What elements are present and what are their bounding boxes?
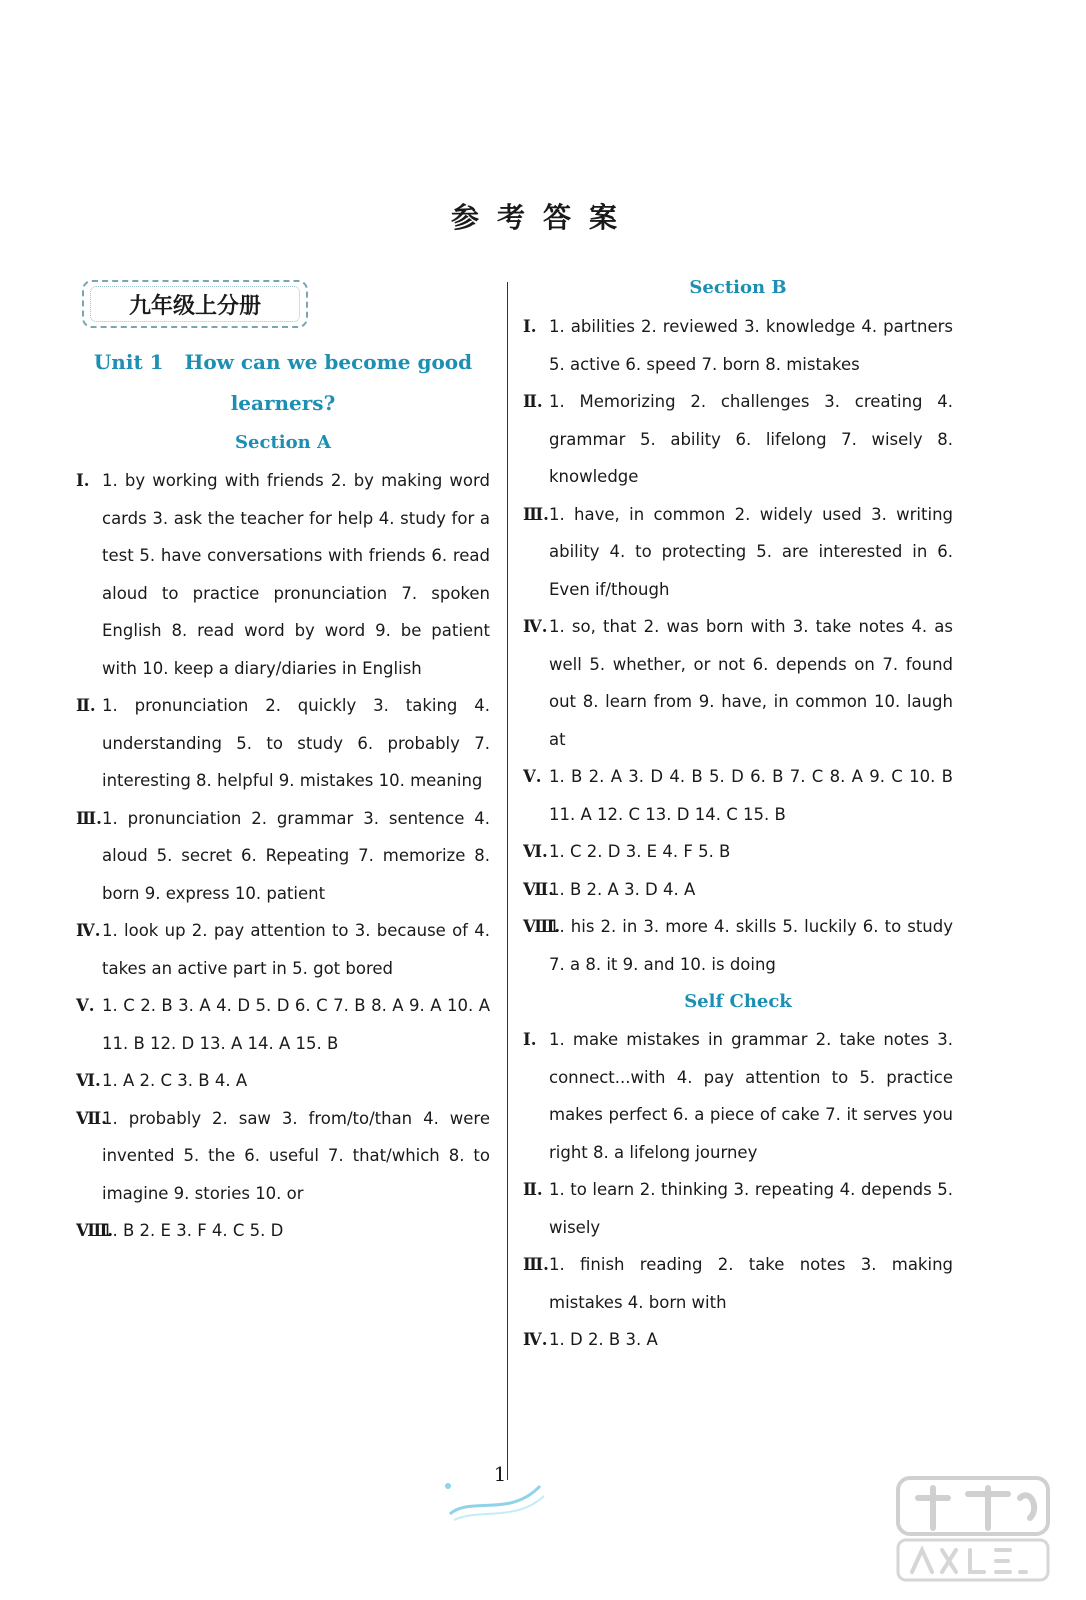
group-number: Ⅴ. <box>523 767 542 786</box>
group-number: Ⅰ. <box>523 1030 537 1049</box>
group-number: Ⅱ. <box>76 696 96 715</box>
answer-group-b-2 <box>523 383 953 496</box>
group-number: Ⅱ. <box>523 1180 543 1199</box>
column-divider <box>507 282 508 1480</box>
group-answers: 1. pronunciation 2. quickly 3. taking 4. understanding 5. to study 6. probably 7. interesting 8. helpful 9. mistakes 10. meaning <box>102 696 490 790</box>
group-number: Ⅳ. <box>523 1330 548 1349</box>
group-answers: 1. to learn 2. thinking 3. repeating 4. depends 5. wisely <box>549 1180 953 1237</box>
group-answers: 1. make mistakes in grammar 2. take notes 3. connect...with 4. pay attention to 5. practice makes perfect 6. a piece of cake 7. it serves you right 8. a lifelong journey <box>549 1030 953 1162</box>
group-answers: 1. C 2. B 3. A 4. D 5. D 6. C 7. B 8. A 9. A 10. A 11. B 12. D 13. A 14. A 15. B <box>102 996 490 1053</box>
answer-group-b-4 <box>523 608 953 758</box>
group-answers: 1. probably 2. saw 3. from/to/than 4. were invented 5. the 6. useful 7. that/which 8. to imagine 9. stories 10. or <box>102 1108 490 1203</box>
group-answers: 1. have, in common 2. widely used 3. writing ability 4. to protecting 5. are interested in 6. Even if/though <box>549 504 953 599</box>
group-number: Ⅱ. <box>523 392 543 411</box>
group-answers: 1. finish reading 2. take notes 3. making mistakes 4. born with <box>549 1255 953 1312</box>
answer-group-b-5 <box>523 758 953 833</box>
group-number: Ⅶ. <box>76 1108 107 1128</box>
group-answers: 1. by working with friends 2. by making word cards 3. ask the teacher for help 4. study for a test 5. have conversations with friends 6. read aloud to practice pronunciation 7. spoken English 8. read word by word 9. be patient with 10. keep a diary/diaries in English <box>102 471 490 678</box>
answer-group-a-3 <box>76 800 490 913</box>
group-number: Ⅶ. <box>523 879 554 899</box>
answer-group-a-8 <box>76 1212 490 1250</box>
answer-group-sc-2 <box>523 1171 953 1246</box>
answer-group-a-1 <box>76 462 490 687</box>
answer-group-sc-3 <box>523 1246 953 1321</box>
right-column <box>523 277 953 1359</box>
answer-group-b-6 <box>523 833 953 871</box>
group-number: Ⅳ. <box>523 617 548 636</box>
group-answers: 1. B 2. A 3. D 4. B 5. D 6. B 7. C 8. A 9. C 10. B 11. A 12. C 13. D 14. C 15. B <box>549 767 953 824</box>
group-answers: 1. so, that 2. was born with 3. take notes 4. as well 5. whether, or not 6. depends on 7. found out 8. learn from 9. have, in common 10. laugh at <box>549 617 953 749</box>
group-number: Ⅰ. <box>76 471 90 490</box>
unit-title <box>76 342 490 424</box>
group-number: Ⅰ. <box>523 317 537 336</box>
group-answers: 1. look up 2. pay attention to 3. because of 4. takes an active part in 5. got bored <box>102 921 490 978</box>
group-number: Ⅷ. <box>523 917 561 936</box>
group-number: Ⅷ. <box>76 1221 114 1240</box>
group-number: Ⅲ. <box>76 808 102 828</box>
unit-title-line2: learners? <box>230 391 336 415</box>
answer-group-sc-4 <box>523 1321 953 1359</box>
group-number: Ⅴ. <box>76 996 95 1015</box>
unit-title-line1: Unit 1 How can we become good <box>93 350 473 374</box>
answer-group-a-7 <box>76 1100 490 1213</box>
book-label <box>82 280 308 328</box>
answer-group-b-1 <box>523 308 953 383</box>
group-number: Ⅵ. <box>76 1071 101 1090</box>
group-answers: 1. A 2. C 3. B 4. A <box>102 1071 248 1090</box>
group-answers: 1. Memorizing 2. challenges 3. creating 4. grammar 5. ability 6. lifelong 7. wisely 8. knowledge <box>549 392 953 486</box>
group-answers: 1. D 2. B 3. A <box>549 1330 658 1349</box>
group-answers: 1. abilities 2. reviewed 3. knowledge 4. partners 5. active 6. speed 7. born 8. mistakes <box>549 317 953 374</box>
group-answers: 1. pronunciation 2. grammar 3. sentence 4. aloud 5. secret 6. Repeating 7. memorize 8. born 9. express 10. patient <box>102 808 490 903</box>
group-answers: 1. B 2. E 3. F 4. C 5. D <box>102 1221 284 1240</box>
group-number: Ⅳ. <box>76 921 101 940</box>
group-answers: 1. C 2. D 3. E 4. F 5. B <box>549 842 731 861</box>
group-answers: 1. B 2. A 3. D 4. A <box>549 879 696 899</box>
answer-group-sc-1 <box>523 1021 953 1171</box>
answer-group-b-3 <box>523 496 953 609</box>
left-column <box>76 280 490 1250</box>
watermark-logo <box>888 1468 1058 1588</box>
section-a-title: Section A <box>235 432 331 453</box>
answer-group-a-4 <box>76 912 490 987</box>
self-check-title: Self Check <box>684 991 792 1012</box>
answer-group-a-6 <box>76 1062 490 1100</box>
group-number: Ⅵ. <box>523 842 548 861</box>
page-title: 参考答案 <box>450 201 635 234</box>
group-answers: 1. his 2. in 3. more 4. skills 5. luckily 6. to study 7. a 8. it 9. and 10. is doing <box>549 917 953 974</box>
answer-group-b-7 <box>523 871 953 909</box>
answer-group-a-2 <box>76 687 490 800</box>
answer-group-a-5 <box>76 987 490 1062</box>
group-number: Ⅲ. <box>523 504 549 524</box>
page-number: 1 <box>493 1462 507 1486</box>
answer-group-b-8 <box>523 908 953 983</box>
group-number: Ⅲ. <box>523 1255 549 1274</box>
book-label-text: 九年级上分册 <box>128 293 261 319</box>
section-b-title: Section B <box>689 277 787 298</box>
